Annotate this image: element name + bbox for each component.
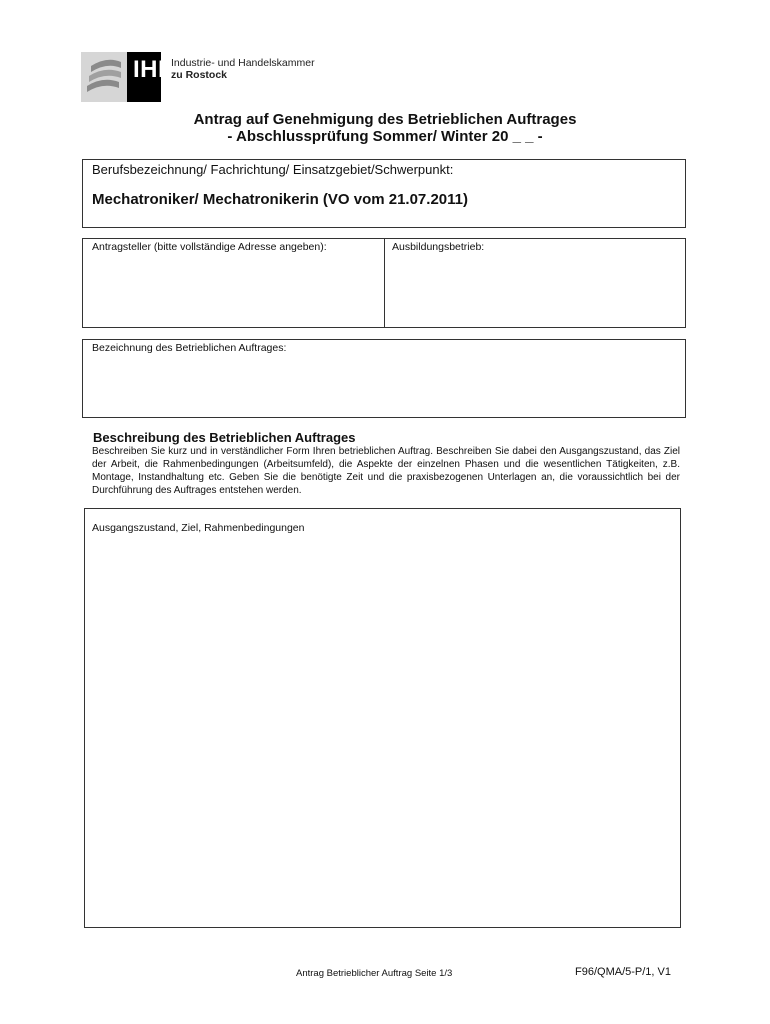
- description-instructions: Beschreiben Sie kurz und in verständlicher Form Ihren betrieblichen Auftrag. Beschreiben Sie dabei den Ausgangszustand, das Ziel der Arbeit, die Rahmenbedingungen (Arbeitsumfeld), die Aspekte der einzelnen Phasen und die wesentlichen Tätigkeiten, z.B. Montage, Instandhaltung etc. Geben Sie die benötigte Zeit und die praxisbezogenen Unterlagen an, die voraussichtlich bei der Durchführung des Auftrages entstehen werden.: [92, 446, 680, 496]
- footer-page-info: Antrag Betrieblicher Auftrag Seite 1/3: [296, 968, 453, 979]
- logo-swoosh-icon: [81, 52, 127, 102]
- occupation-label: Berufsbezeichnung/ Fachrichtung/ Einsatzgebiet/Schwerpunkt:: [92, 162, 454, 177]
- description-heading: Beschreibung des Betrieblichen Auftrages: [93, 430, 356, 445]
- company-field-label: Ausbildungsbetrieb:: [392, 241, 485, 253]
- footer-form-id: F96/QMA/5-P/1, V1: [575, 966, 671, 978]
- occupation-value: Mechatroniker/ Mechatronikerin (VO vom 21.07.2011): [92, 191, 468, 208]
- page-subtitle: - Abschlussprüfung Sommer/ Winter 20 _ _ -: [227, 128, 543, 145]
- logo-org-city: zu Rostock: [171, 69, 228, 81]
- description-box[interactable]: [84, 508, 681, 928]
- logo-ihk-text: IHK: [133, 56, 176, 83]
- assignment-title-label: Bezeichnung des Betrieblichen Auftrages:: [92, 342, 287, 354]
- applicant-field-label: Antragsteller (bitte vollständige Adresse angeben):: [92, 241, 327, 253]
- description-box-label: Ausgangszustand, Ziel, Rahmenbedingungen: [92, 522, 305, 534]
- page-title: Antrag auf Genehmigung des Betrieblichen Auftrages: [193, 111, 577, 128]
- box-divider: [384, 238, 385, 328]
- logo-org-name: Industrie- und Handelskammer: [171, 57, 315, 69]
